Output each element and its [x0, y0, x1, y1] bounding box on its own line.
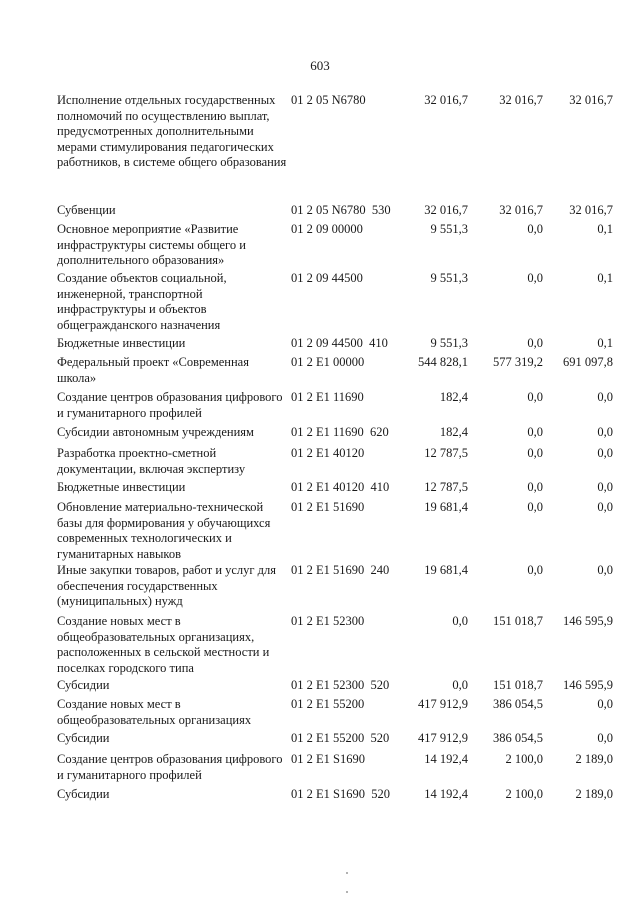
row-code: 01 2 05 N6780 530 — [291, 203, 391, 217]
row-name: Обновление материально-технической базы для формирования у обучающихся современных технологических и гуманитарных навыков — [57, 500, 271, 561]
row-name: Создание новых мест в общеобразовательных организациях — [57, 697, 252, 727]
row-name: Бюджетные инвестиции — [57, 336, 186, 350]
row-code: 01 2 E1 55200 — [291, 697, 365, 711]
row-name: Исполнение отдельных государственных полномочий по осуществлению выплат, предусмотренных дополнительными мерами стимулирования педагогических работников, в системе общего образования — [57, 93, 287, 169]
row-value-2: 386 054,5 — [493, 697, 543, 711]
row-code: 01 2 E1 S1690 — [291, 752, 365, 766]
row-name: Субсидии автономным учреждениям — [57, 425, 254, 439]
row-name: Иные закупки товаров, работ и услуг для обеспечения государственных (муниципальных) нужд — [57, 563, 277, 608]
scan-speck — [346, 872, 348, 874]
row-value-2: 0,0 — [527, 563, 543, 577]
row-value-3: 2 189,0 — [575, 787, 613, 801]
row-value-1: 417 912,9 — [418, 697, 468, 711]
row-value-3: 32 016,7 — [569, 93, 613, 107]
row-name: Основное мероприятие «Развитие инфраструктуры системы общего и дополнительного образования» — [57, 222, 246, 267]
row-value-1: 32 016,7 — [424, 203, 468, 217]
row-value-3: 2 189,0 — [575, 752, 613, 766]
row-value-3: 32 016,7 — [569, 203, 613, 217]
row-value-1: 9 551,3 — [430, 336, 468, 350]
row-value-3: 0,1 — [597, 336, 613, 350]
row-value-1: 544 828,1 — [418, 355, 468, 369]
row-value-1: 182,4 — [439, 390, 468, 404]
row-value-1: 12 787,5 — [424, 480, 468, 494]
row-value-1: 417 912,9 — [418, 731, 468, 745]
row-value-3: 146 595,9 — [563, 614, 613, 628]
row-value-3: 0,0 — [597, 446, 613, 460]
row-code: 01 2 09 00000 — [291, 222, 363, 236]
row-code: 01 2 E1 11690 — [291, 390, 364, 404]
row-value-2: 151 018,7 — [493, 614, 543, 628]
row-value-2: 0,0 — [527, 390, 543, 404]
row-name: Субсидии — [57, 678, 110, 692]
row-value-2: 386 054,5 — [493, 731, 543, 745]
row-code: 01 2 E1 52300 — [291, 614, 365, 628]
row-name: Субсидии — [57, 787, 110, 801]
row-code: 01 2 E1 S1690 520 — [291, 787, 390, 801]
row-value-1: 14 192,4 — [424, 787, 468, 801]
row-name: Создание центров образования цифрового и гуманитарного профилей — [57, 390, 283, 420]
row-name: Бюджетные инвестиции — [57, 480, 186, 494]
row-value-2: 0,0 — [527, 425, 543, 439]
row-code: 01 2 E1 11690 620 — [291, 425, 389, 439]
row-code: 01 2 E1 40120 — [291, 446, 365, 460]
row-value-1: 19 681,4 — [424, 500, 468, 514]
row-value-1: 182,4 — [439, 425, 468, 439]
row-value-3: 0,1 — [597, 271, 613, 285]
row-code: 01 2 E1 51690 240 — [291, 563, 390, 577]
row-value-1: 32 016,7 — [424, 93, 468, 107]
row-value-3: 0,0 — [597, 697, 613, 711]
row-value-2: 0,0 — [527, 446, 543, 460]
row-value-1: 12 787,5 — [424, 446, 468, 460]
row-value-3: 0,0 — [597, 563, 613, 577]
row-value-2: 0,0 — [527, 336, 543, 350]
row-value-1: 9 551,3 — [430, 222, 468, 236]
row-code: 01 2 E1 40120 410 — [291, 480, 390, 494]
row-name: Создание объектов социальной, инженерной, транспортной инфраструктуры и объектов общегражданского назначения — [57, 271, 227, 332]
row-value-1: 0,0 — [452, 614, 468, 628]
row-value-2: 0,0 — [527, 222, 543, 236]
row-value-3: 0,1 — [597, 222, 613, 236]
row-value-3: 0,0 — [597, 731, 613, 745]
row-value-2: 0,0 — [527, 271, 543, 285]
row-value-1: 19 681,4 — [424, 563, 468, 577]
row-value-3: 0,0 — [597, 390, 613, 404]
row-value-1: 14 192,4 — [424, 752, 468, 766]
row-value-2: 2 100,0 — [505, 752, 543, 766]
row-value-2: 151 018,7 — [493, 678, 543, 692]
row-value-1: 9 551,3 — [430, 271, 468, 285]
row-code: 01 2 E1 00000 — [291, 355, 365, 369]
row-value-2: 0,0 — [527, 480, 543, 494]
row-code: 01 2 E1 52300 520 — [291, 678, 390, 692]
row-code: 01 2 05 N6780 — [291, 93, 366, 107]
row-value-2: 32 016,7 — [499, 93, 543, 107]
page-number: 603 — [310, 58, 330, 73]
row-name: Создание новых мест в общеобразовательных организациях, расположенных в сельской местности и поселках городского типа — [57, 614, 270, 675]
row-value-2: 2 100,0 — [505, 787, 543, 801]
row-code: 01 2 09 44500 410 — [291, 336, 388, 350]
row-value-3: 0,0 — [597, 500, 613, 514]
row-code: 01 2 E1 51690 — [291, 500, 365, 514]
row-name: Федеральный проект «Современная школа» — [57, 355, 249, 385]
row-value-2: 0,0 — [527, 500, 543, 514]
row-name: Создание центров образования цифрового и гуманитарного профилей — [57, 752, 283, 782]
row-value-1: 0,0 — [452, 678, 468, 692]
row-value-2: 32 016,7 — [499, 203, 543, 217]
row-code: 01 2 E1 55200 520 — [291, 731, 390, 745]
row-code: 01 2 09 44500 — [291, 271, 363, 285]
row-name: Разработка проектно-сметной документации, включая экспертизу — [57, 446, 246, 476]
row-value-3: 691 097,8 — [563, 355, 613, 369]
row-value-2: 577 319,2 — [493, 355, 543, 369]
scan-speck — [346, 891, 348, 893]
row-value-3: 146 595,9 — [563, 678, 613, 692]
row-value-3: 0,0 — [597, 425, 613, 439]
row-value-3: 0,0 — [597, 480, 613, 494]
row-name: Субвенции — [57, 203, 116, 217]
row-name: Субсидии — [57, 731, 110, 745]
